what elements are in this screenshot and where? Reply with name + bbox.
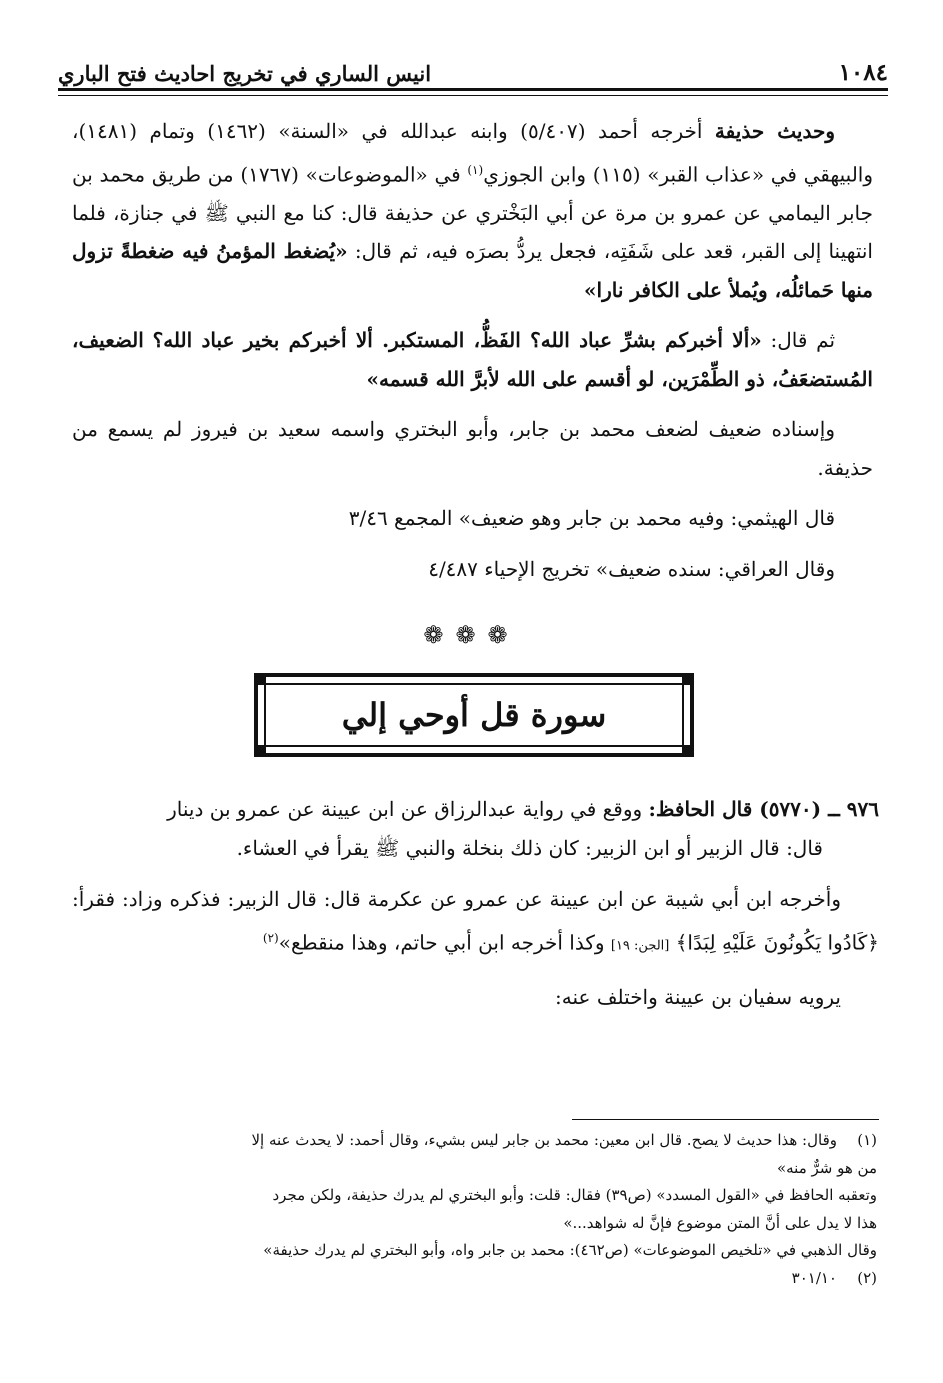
- quran-reference: [الجن: ١٩]: [610, 938, 670, 954]
- text-line: قال:: [347, 239, 392, 264]
- header-rule-thick: [58, 88, 888, 91]
- footnote-line: وتعقبه الحافظ في «القول المسدد» (ص٣٩) فقال: قلت: وأبو البختري لم يدرك حذيفة، ولكن مجرد: [272, 1186, 877, 1204]
- paragraph-then-said: [72, 321, 873, 398]
- footnote-1: [72, 1127, 877, 1155]
- footnote-ref-2[interactable]: (٢): [262, 931, 279, 945]
- sura-heading-box: [254, 673, 694, 757]
- quran-quote: وزاد: فقرأ: ﴿كَادُوا يَكُونُونَ عَلَيْهِ لِبَدًا﴾: [72, 887, 879, 955]
- footnote-number: (٢): [857, 1268, 877, 1287]
- page-number: ١٠٨٤: [838, 59, 888, 86]
- paragraph-isnad: [72, 410, 873, 487]
- book-title: انيس الساري في تخريج احاديث فتح الباري: [58, 61, 432, 86]
- footnote-number: (١): [857, 1131, 877, 1149]
- text-line: ثم قال:: [761, 328, 836, 353]
- hadith-976-cont: قال: قال الزبير أو ابن الزبير: كان ذلك بنخلة والنبي ﷺ يقرأ في العشاء.: [236, 836, 823, 860]
- paragraph-sufyan: يرويه سفيان بن عيينة واختلف عنه:: [555, 984, 841, 1009]
- hadith-976: [72, 790, 879, 829]
- text-line: (١٤٨١)، والبيهقي في «عذاب القبر» (١١٥) وابن الجوزي: [72, 119, 874, 187]
- sura-title: سورة قل أوحي إلي: [341, 696, 607, 734]
- quote-haythami: قال الهيثمي: وفيه محمد بن جابر وهو ضعيف» المجمع ٣/٤٦: [348, 506, 835, 531]
- footnote-ref-1[interactable]: (١): [467, 162, 484, 177]
- hadith-lead: وحديث حذيفة: [714, 119, 835, 143]
- text-line: وأخرجه ابن أبي شيبة عن ابن عيينة عن عمرو عن عكرمة قال: قال الزبير: فذكره: [169, 887, 841, 911]
- hadith-quote: الضعيف، المُستضعَفُ، ذو الطِّمْرَين، لو أقسم على الله لأبرَّ الله قسمه»: [72, 328, 873, 391]
- text-line: منقطع»: [278, 930, 345, 955]
- text-line: ووقع في رواية عبدالرزاق عن ابن عيينة عن عمرو بن دينار: [167, 797, 649, 821]
- footnote-rule: [572, 1119, 879, 1120]
- paragraph-ibn-abi-shayba: [72, 880, 879, 966]
- sura-heading-inner: [264, 683, 684, 747]
- header-rule-thin: [58, 95, 888, 96]
- text-line: من طريق محمد بن جابر اليمامي عن عمرو بن مرة عن أبي البَخْتري عن حذيفة قال: كنا: [72, 162, 873, 225]
- running-header: [58, 52, 888, 86]
- text-line: في «الموضوعات» (١٧٦٧): [240, 162, 468, 187]
- text-line: وإسناده ضعيف لضعف محمد بن جابر، وأبو البختري واسمه سعيد بن فيروز لم: [162, 417, 835, 442]
- text-line: أخرجه أحمد (٥/٤٠٧) وابنه عبدالله في «السنة» (١٤٦٢) وتمام: [149, 119, 715, 143]
- text-line: مع النبي ﷺ في جنازة، فلما انتهينا إلى القبر، قعد على شَفَتِه، فجعل يردُّ بصرَه فيه، ثم: [72, 200, 873, 264]
- quote-iraqi: وقال العراقي: سنده ضعيف» تخريج الإحياء ٤/٤٨٧: [428, 556, 835, 581]
- footnote-line: وقال: هذا حديث لا يصح. قال ابن معين: محمد بن جابر ليس بشيء، وقال أحمد: لا يحدث عنه إلا: [251, 1131, 837, 1149]
- footnote-line: من هو شرٌّ منه»: [776, 1158, 877, 1177]
- hadith-number: ٩٧٦ ــ (٥٧٧٠) قال الحافظ:: [648, 797, 879, 821]
- footnote-2: [72, 1265, 877, 1293]
- text-line: يسمع من حذيفة.: [72, 417, 873, 480]
- text-line: وكذا أخرجه ابن أبي حاتم، وهذا: [351, 930, 611, 955]
- hadith-quote: «يُضغط المؤمنُ فيه ضغطةً تزول منها حَمائلُه، ويُملأ على الكافر نارا»: [72, 239, 873, 302]
- section-separator-icon: ❁❁❁: [423, 621, 520, 649]
- footnotes: [72, 1127, 877, 1292]
- footnote-line: ٣٠١/١٠: [791, 1268, 837, 1287]
- footnote-line: وقال الذهبي في «تلخيص الموضوعات» (ص٤٦٢): محمد بن جابر واه، وأبو البختري لم يدرك حذيفة»: [263, 1241, 877, 1259]
- hadith-quote: «ألا أخبركم بشرِّ عباد الله؟ الفَظُّ، المستكبر. ألا أخبركم بخير عباد الله؟: [152, 328, 762, 353]
- main-text-lower: [72, 790, 879, 1017]
- footnote-line: هذا لا يدل على أنَّ المتن موضوع فإنَّ له شواهد...»: [563, 1213, 877, 1232]
- paragraph-hudhayfa: [72, 112, 873, 309]
- main-text-upper: [72, 112, 873, 588]
